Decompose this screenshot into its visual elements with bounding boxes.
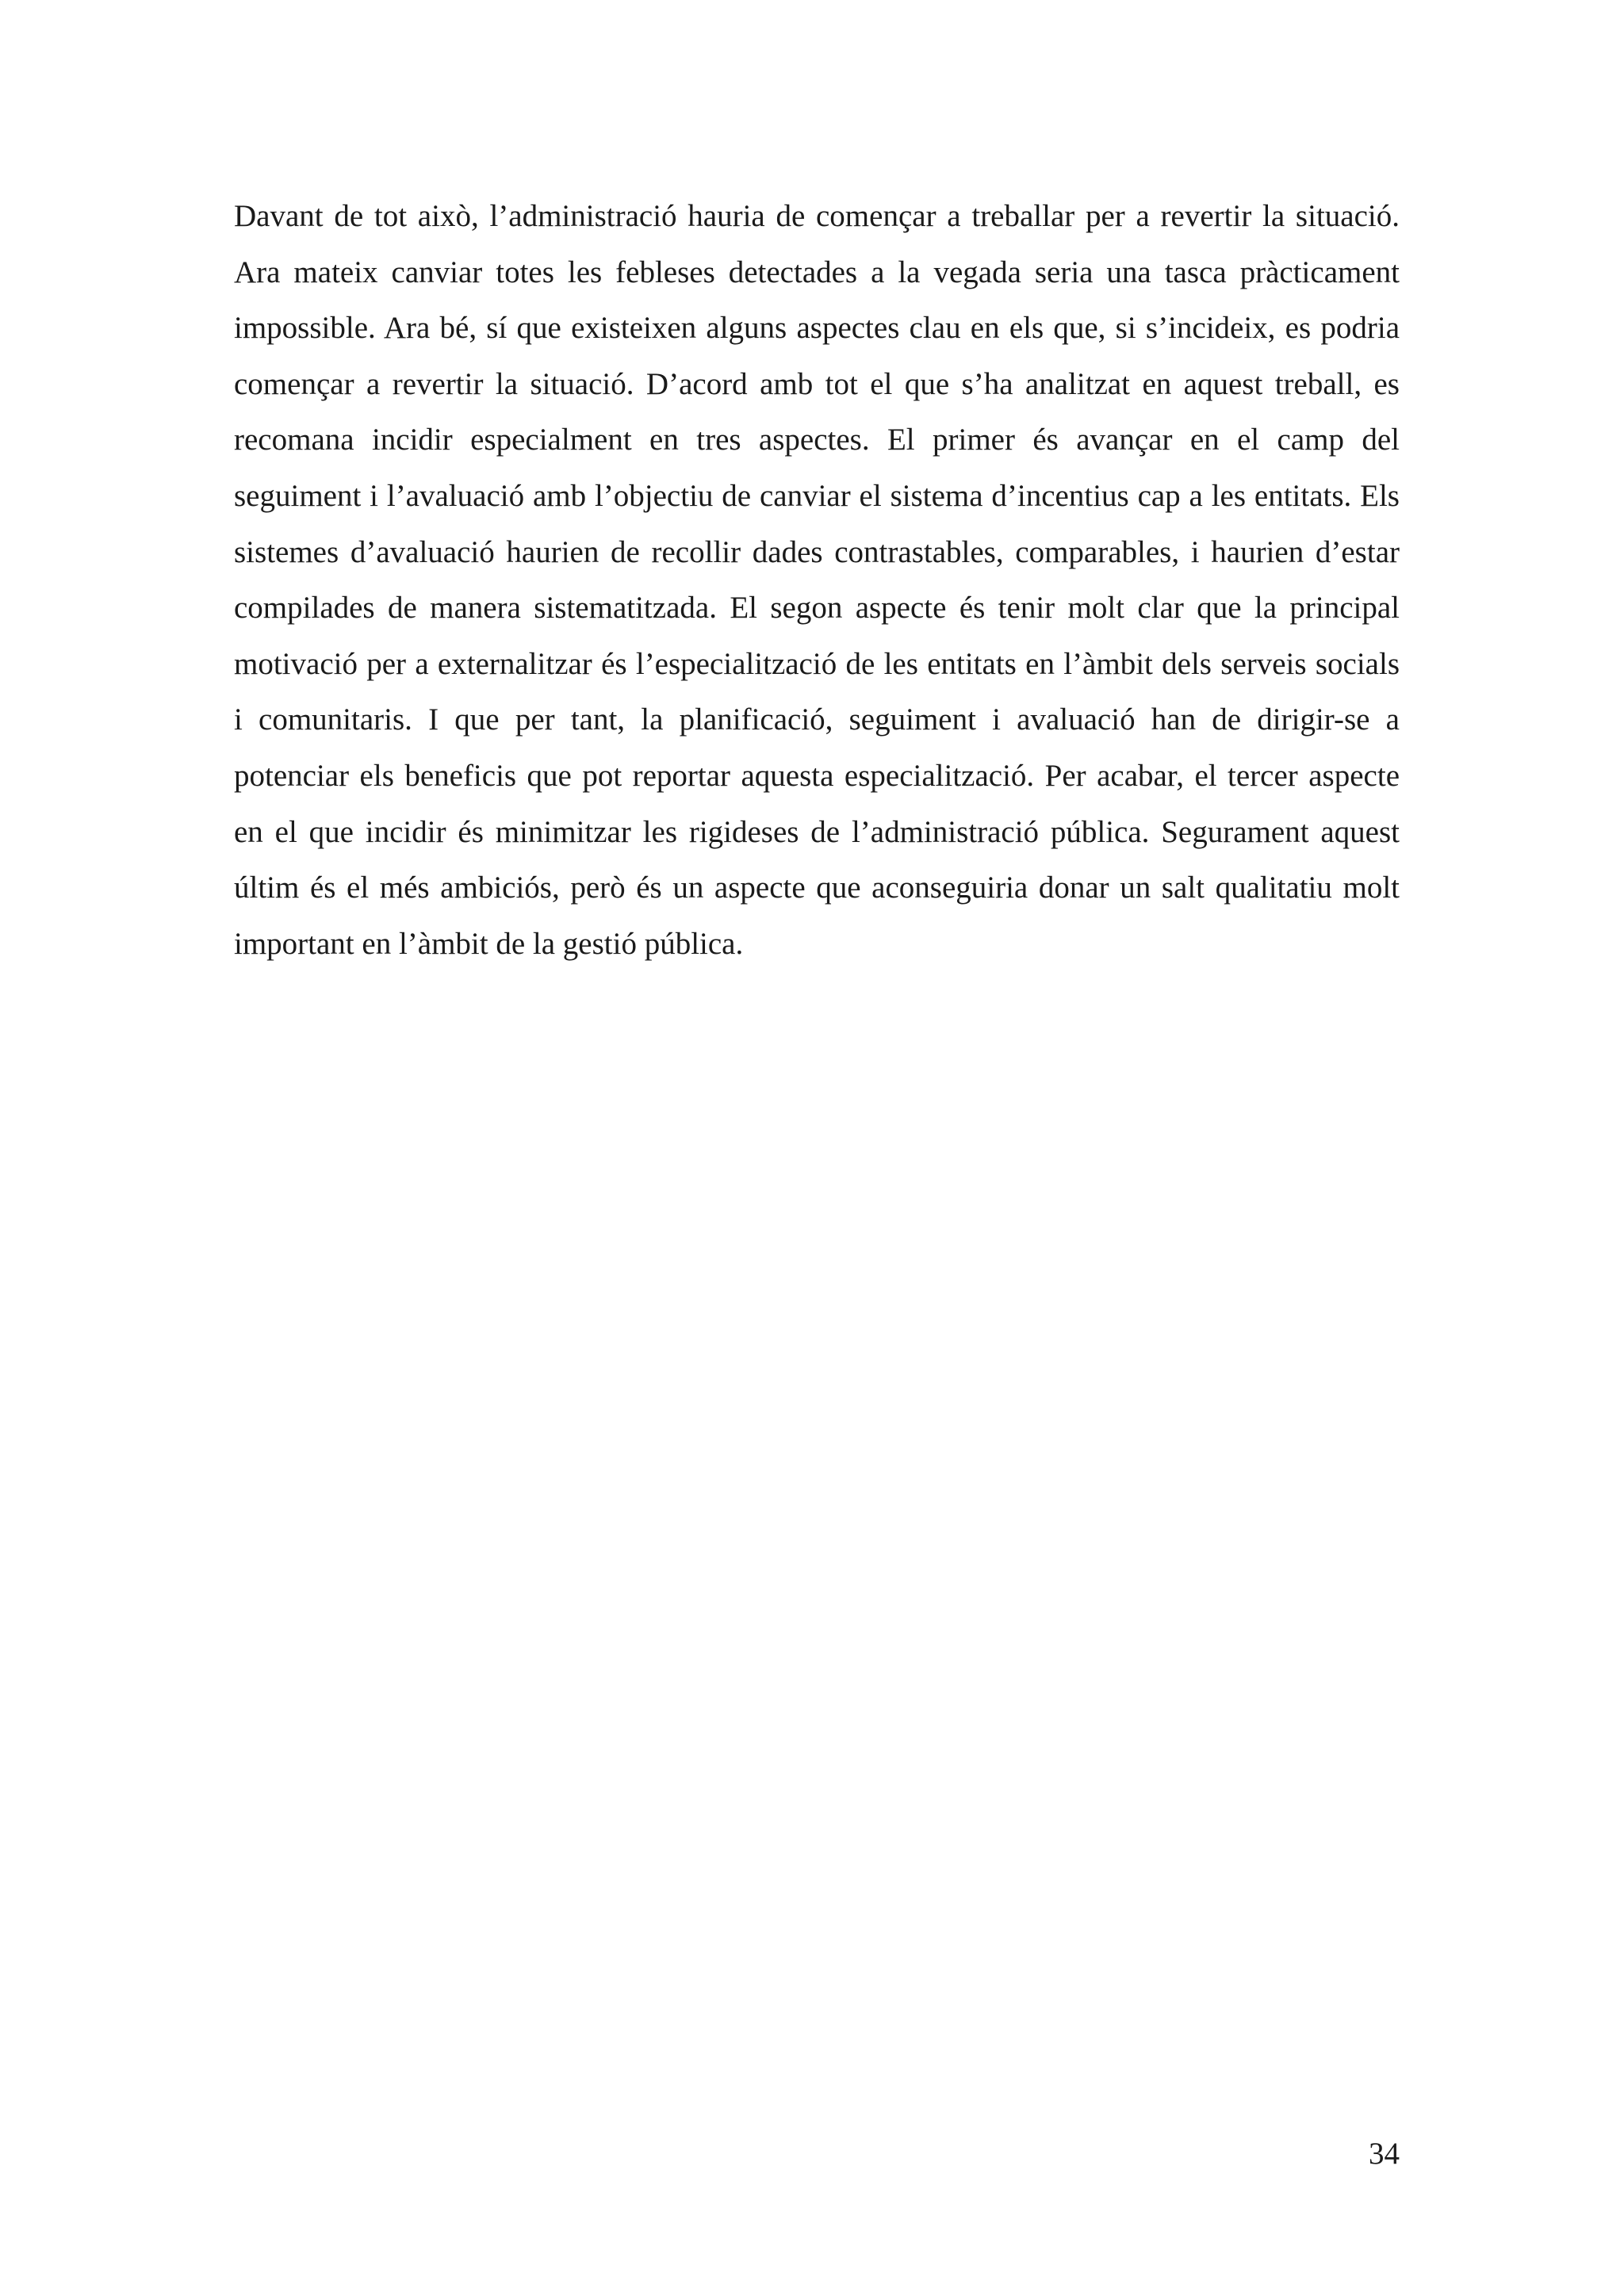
body-paragraph: Davant de tot això, l’administració hauria de començar a treballar per a revertir la situació. Ara mateix canviar totes les febleses detectades a la vegada seria una tasca pràcticament impossible. Ara bé, sí que existeixen alguns aspectes clau en els que, si s’incideix, es podria començar a revertir la situació. D’acord amb tot el que s’ha analitzat en aquest treball, es recomana incidir especialment en tres aspectes. El primer és avançar en el camp del seguiment i l’avaluació amb l’objectiu de canviar el sistema d’incentius cap a les entitats. Els sistemes d’avaluació haurien de recollir dades contrastables, comparables, i haurien d’estar compilades de manera sistematitzada. El segon aspecte és tenir molt clar que la principal motivació per a externalitzar és l’especialització de les entitats en l’àmbit dels serveis socials i comunitaris. I que per tant, la planificació, seguiment i avaluació han de dirigir-se a potenciar els beneficis que pot reportar aquesta especialització. Per acabar, el tercer aspecte en el que incidir és minimitzar les rigideses de l’administració pública. Segurament aquest últim és el més ambiciós, però és un aspecte que aconseguiria donar un salt qualitatiu molt important en l’àmbit de la gestió pública. <box>234 199 1400 961</box>
page-number: 34 <box>1369 2137 1400 2171</box>
